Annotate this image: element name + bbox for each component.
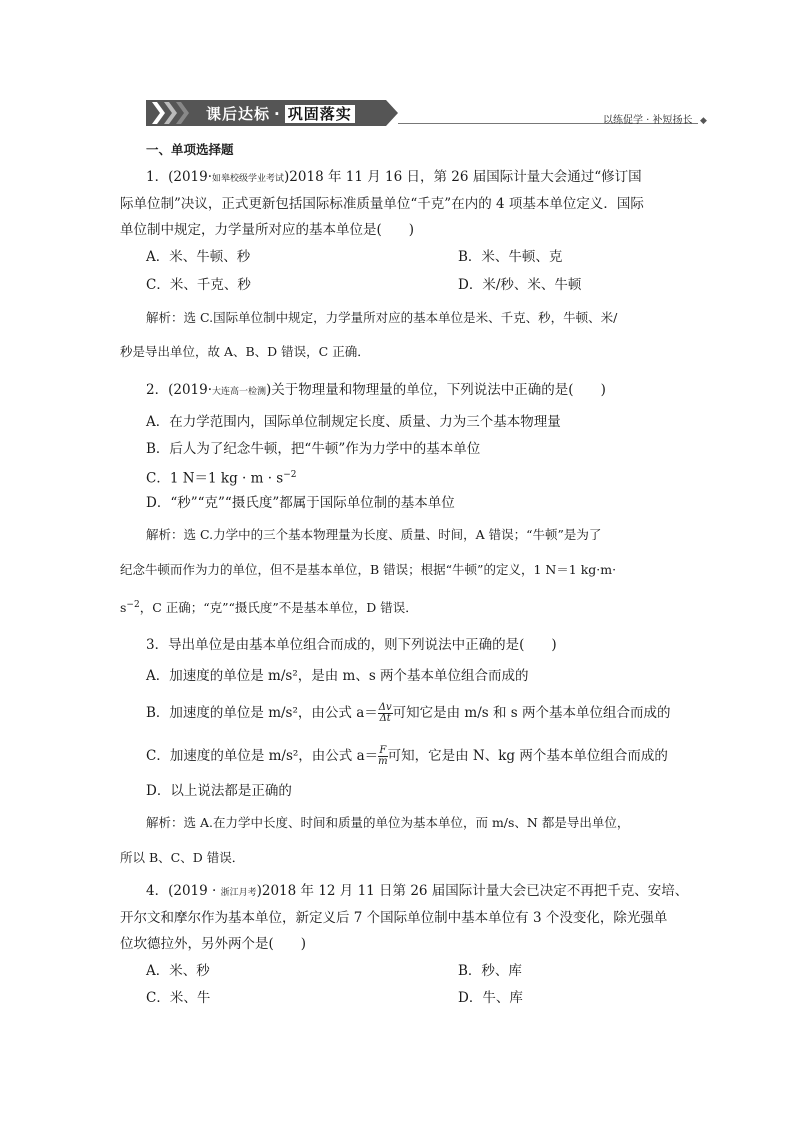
q3-option-b-pre: B．加速度的单位是 m/s²，由公式 a＝	[146, 705, 378, 721]
q1-option-a: A．米、牛顿、秒	[146, 249, 251, 265]
q2-option-c-exponent: −2	[283, 470, 297, 480]
q2-source: 大连高一检测	[212, 387, 267, 397]
q3-solution-line2: 所以 B、C、D 错误．	[120, 850, 245, 865]
q1-source: 如皋校级学业考试	[212, 174, 285, 184]
q1-solution-line1: 解析：选 C.国际单位制中规定，力学量所对应的基本单位是米、千克、秒，牛顿、米/	[146, 310, 618, 325]
q2-solution-exponent: −2	[126, 600, 140, 610]
q3-option-b-numerator: Δv	[378, 702, 392, 713]
diamond-icon: ◆	[700, 116, 707, 126]
q2-option-c	[146, 466, 296, 488]
section-title: 一、单项选择题	[146, 142, 234, 157]
q3-option-b-post: 可知它是由 m/s 和 s 两个基本单位组合而成的	[392, 705, 671, 721]
q3-option-c-fraction	[378, 746, 387, 767]
q4-source: 浙江月考	[220, 888, 257, 898]
q2-solution-unit: s	[120, 600, 127, 616]
q3-line1: 3．导出单位是由基本单位组合而成的，则下列说法中正确的是( )	[146, 637, 557, 653]
q3-option-d: D．以上说法都是正确的	[146, 783, 292, 799]
banner-left-text: 课后达标	[206, 105, 271, 123]
q3-option-b	[146, 703, 671, 724]
q2-line1-text: )关于物理量和物理量的单位，下列说法中正确的是( )	[266, 382, 606, 398]
q3-option-c-numerator: F	[379, 745, 387, 756]
q1-line2: 际单位制”决议，正式更新包括国际标准质量单位“千克”在内的 4 项基本单位定义．国际	[120, 196, 644, 212]
q3-option-c-denominator: m	[378, 756, 388, 767]
q2-option-b: B．后人为了纪念牛顿，把“牛顿”作为力学中的基本单位	[146, 441, 481, 457]
q4-option-c: C．米、牛	[146, 990, 211, 1006]
q1-option-b: B．米、牛顿、克	[458, 249, 563, 265]
section-banner	[146, 100, 398, 126]
q4-option-a: A．米、秒	[146, 963, 210, 979]
q2-solution-line1: 解析：选 C.力学中的三个基本物理量为长度、质量、时间，A 错误；“牛顿”是为了	[146, 527, 602, 542]
q2-solution-line3-text: ，C 正确；“克”“摄氏度”不是基本单位，D 错误．	[139, 600, 418, 616]
q2-option-a: A．在力学范围内，国际单位制规定长度、质量、力为三个基本物理量	[146, 414, 561, 430]
q1-number: 1．(2019·	[146, 169, 213, 185]
q2-option-c-text: C．1 N＝1 kg · m · s	[146, 470, 284, 487]
q2-line1	[146, 381, 606, 401]
q4-line1	[146, 882, 688, 902]
q4-option-b: B．秒、库	[458, 963, 522, 979]
q4-line2: 开尔文和摩尔作为基本单位，新定义后 7 个国际单位制中基本单位有 3 个没变化，除光强单	[120, 910, 668, 926]
q3-option-c-post: 可知，它是由 N、kg 两个基本单位组合而成的	[387, 748, 668, 764]
q3-option-c-pre: C．加速度的单位是 m/s²，由公式 a＝	[146, 748, 379, 764]
q4-option-d: D．牛、库	[458, 990, 523, 1006]
q1-solution-line2: 秒是导出单位，故 A、B、D 错误，C 正确．	[120, 344, 370, 359]
q3-option-c	[146, 746, 668, 767]
q4-line1-text: )2018 年 12 月 11 日第 26 届国际计量大会已决定不再把千克、安培、	[256, 883, 689, 899]
q2-solution-line3	[120, 596, 418, 617]
q3-option-a: A．加速度的单位是 m/s²，是由 m、s 两个基本单位组合而成的	[146, 668, 529, 684]
q4-line3: 位坎德拉外，另外两个是( )	[120, 936, 307, 952]
q3-option-b-fraction	[378, 703, 393, 724]
q2-solution-line2: 纪念牛顿而作为力的单位，但不是基本单位，B 错误；根据“牛顿”的定义，1 N＝1 kg·m·	[120, 562, 617, 577]
banner-right-text: 巩固落实	[285, 105, 355, 123]
q1-line3: 单位制中规定，力学量所对应的基本单位是( )	[120, 222, 415, 238]
q1-option-d: D．米/秒、米、牛顿	[458, 277, 582, 293]
banner-dot: ·	[274, 105, 281, 123]
q1-line1	[146, 168, 642, 188]
q3-option-b-denominator: Δt	[379, 713, 391, 724]
q1-option-c: C．米、千克、秒	[146, 277, 251, 293]
q3-solution-line1: 解析：选 A.在力学中长度、时间和质量的单位为基本单位，而 m/s、N 都是导出单位，	[146, 815, 630, 830]
q4-number: 4．(2019 ·	[146, 883, 221, 899]
q1-line1-text: )2018 年 11 月 16 日，第 26 届国际计量大会通过“修订国	[284, 169, 642, 185]
header-slogan: 以练促学 · 补短扬长	[603, 115, 693, 126]
q2-option-d: D．“秒”“克”“摄氏度”都属于国际单位制的基本单位	[146, 495, 455, 511]
q2-number: 2．(2019·	[146, 382, 213, 398]
